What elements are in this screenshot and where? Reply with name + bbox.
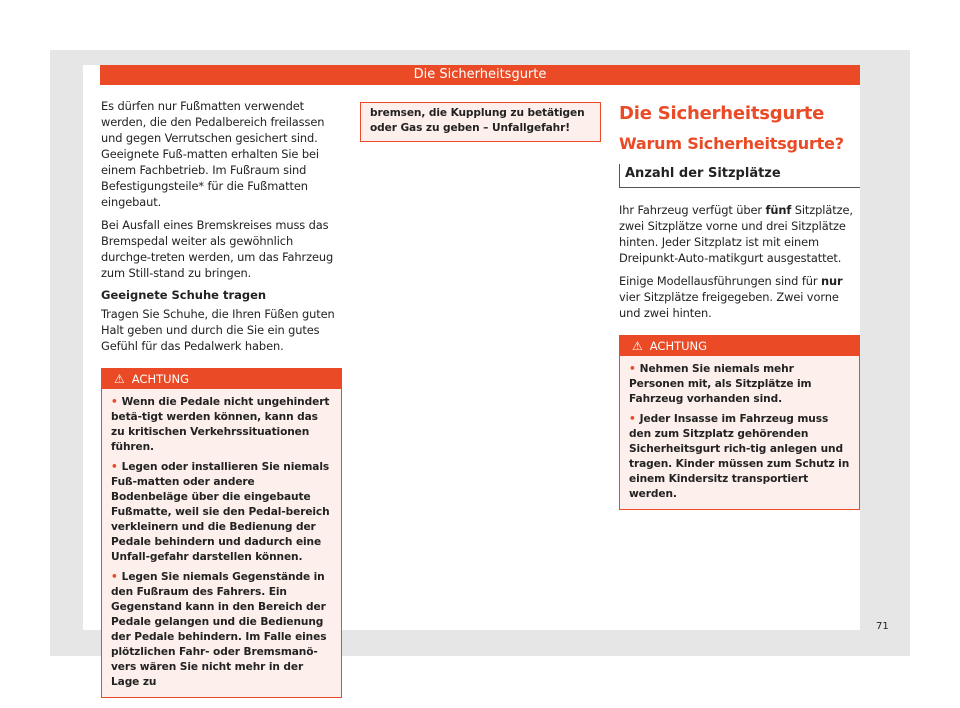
warning-item (111, 395, 332, 455)
warning-label: ACHTUNG (131, 372, 190, 386)
warning-item-text: Jeder Insasse im Fahrzeug muss den zum Sitzplatz gehörenden Sicherheitsgurt rich-tig anlegen und tragen. Kinder müssen zum Schutz in einem Kindersitz transportiert werden. (629, 413, 850, 500)
warning-header (102, 369, 341, 389)
warning-item (629, 362, 850, 407)
chapter-header (100, 65, 860, 85)
bullet-icon: • (111, 396, 118, 408)
section-heading: Anzahl der Sitzplätze (619, 164, 860, 188)
text: Einige Modellausführungen sind für (619, 274, 821, 288)
section-subtitle: Warum Sicherheitsgurte? (619, 134, 844, 153)
warning-item (111, 570, 332, 690)
warning-body (361, 103, 600, 141)
paragraph (619, 273, 860, 321)
warning-item-text: Wenn die Pedale nicht ungehindert betä-tigt werden können, kann das zu kritischen Verkehrssituationen führen. (111, 396, 330, 453)
text: vier Sitzplätze freigegeben. Zwei vorne und zwei hinten. (619, 290, 839, 320)
bullet-icon: • (629, 363, 636, 375)
column-right (619, 101, 860, 510)
warning-item (629, 412, 850, 502)
warning-item-text: Nehmen Sie niemals mehr Personen mit, als Sitzplätze im Fahrzeug vorhanden sind. (629, 363, 812, 405)
text: Ihr Fahrzeug verfügt über (619, 203, 766, 217)
bullet-icon: • (111, 461, 118, 473)
section-title: Die Sicherheitsgurte (619, 103, 825, 124)
warning-item-text: bremsen, die Kupplung zu betätigen oder Gas zu geben – Unfallgefahr! (370, 107, 585, 134)
page-number: 71 (876, 621, 889, 632)
warning-header (620, 336, 859, 356)
emphasis: nur (820, 274, 843, 288)
chapter-title: Die Sicherheitsgurte (413, 67, 547, 82)
warning-item-text: Legen Sie niemals Gegenstände in den Fußraum des Fahrers. Ein Gegenstand kann in den Bereich der Pedale gelangen und die Bedienung der Pedale behindern. Im Falle eines plötzlichen Fahr- oder Bremsmanö-vers wären Sie nicht mehr in der Lage zu (111, 571, 327, 688)
paragraph (619, 202, 860, 266)
warning-item (111, 460, 332, 565)
warning-triangle-icon: ⚠ (632, 339, 643, 353)
paragraph: Bei Ausfall eines Bremskreises muss das Bremspedal weiter als gewöhnlich durchge-treten werden, um das Fahrzeug zum Still-stand zu bringen. (101, 218, 334, 280)
warning-box-continued (360, 102, 601, 142)
warning-box (101, 368, 342, 698)
column-middle (360, 102, 601, 142)
warning-label: ACHTUNG (649, 339, 708, 353)
text: Sitzplätze, zwei Sitzplätze vorne und drei Sitzplätze hinten. Jeder Sitzplatz ist mit einem Dreipunkt-Auto-matikgurt ausgestattet. (619, 203, 853, 265)
bullet-icon: • (111, 571, 118, 583)
warning-triangle-icon: ⚠ (114, 372, 125, 386)
warning-item-text: Legen oder installieren Sie niemals Fuß-matten oder andere Bodenbeläge über die eingebaute Fußmatte, weil sie den Pedal-bereich verkleinern und die Bedienung der Pedale behindern und dadurch eine Unfall-gefahr darstellen können. (111, 461, 330, 563)
column-left (101, 98, 342, 698)
warning-box (619, 335, 860, 510)
bullet-icon: • (629, 413, 636, 425)
paragraph: Es dürfen nur Fußmatten verwendet werden, die den Pedalbereich freilassen und gegen Verrutschen gesichert sind. Geeignete Fuß-matten erhalten Sie bei einem Fachbetrieb. Im Fußraum sind Befestigungsteile* für die Fußmatten eingebaut. (101, 99, 325, 209)
subheading: Geeignete Schuhe tragen (101, 288, 267, 302)
warning-body (620, 356, 859, 509)
emphasis: fünf (765, 203, 792, 217)
warning-body (102, 389, 341, 697)
paragraph: Tragen Sie Schuhe, die Ihren Füßen guten Halt geben und durch die Sie ein gutes Gefühl für das Pedalwerk haben. (101, 307, 335, 353)
